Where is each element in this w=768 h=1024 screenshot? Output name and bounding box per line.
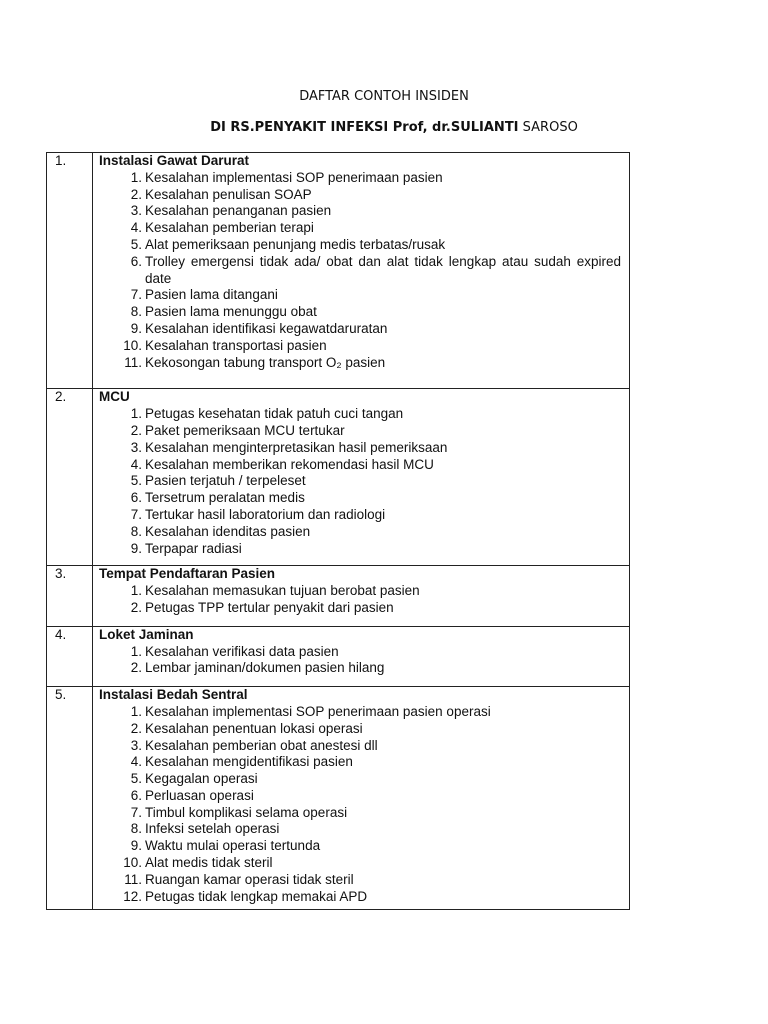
item-text: Kesalahan idenditas pasien — [145, 523, 311, 539]
item-number: 5. — [130, 236, 142, 252]
item-number: 7. — [130, 804, 142, 820]
item-text: Kesalahan memasukan tujuan berobat pasien — [145, 583, 420, 599]
item-number: 12. — [123, 888, 142, 904]
list-item — [99, 457, 621, 474]
item-number: 7. — [130, 287, 142, 303]
list-item — [99, 524, 621, 541]
list-item — [99, 507, 621, 524]
item-number: 9. — [130, 320, 142, 336]
item-number: 9. — [130, 838, 142, 854]
item-text: Kesalahan penanganan pasien — [145, 203, 332, 219]
list-item — [99, 644, 621, 661]
table-row — [47, 687, 630, 910]
section-title: Instalasi Gawat Darurat — [99, 153, 250, 168]
item-number: 6. — [130, 253, 142, 269]
item-number: 5. — [130, 771, 142, 787]
item-text: Alat pemeriksaan penunjang medis terbatas/rusak — [145, 236, 446, 252]
table-row — [47, 153, 630, 389]
document-header — [0, 88, 768, 137]
item-text: Kesalahan menginterpretasikan hasil pemeriksaan — [145, 439, 448, 455]
item-number: 8. — [130, 523, 142, 539]
item-number: 4. — [130, 456, 142, 472]
item-number: 2. — [130, 660, 142, 676]
list-item — [99, 821, 621, 838]
item-text: Trolley emergensi tidak ada/ obat dan alat tidak lengkap atau sudah expired date — [145, 253, 621, 286]
item-text: Kekosongan tabung transport O₂ pasien — [145, 354, 386, 370]
list-item — [99, 660, 621, 677]
item-list — [99, 644, 621, 678]
item-text: Kesalahan transportasi pasien — [145, 337, 327, 353]
item-text: Kesalahan penulisan SOAP — [145, 186, 312, 202]
section-number: 4. — [47, 626, 93, 686]
table-row — [47, 389, 630, 566]
list-item — [99, 187, 621, 204]
incident-table — [46, 152, 630, 910]
list-item — [99, 321, 621, 338]
section-number: 3. — [47, 566, 93, 626]
item-number: 4. — [130, 754, 142, 770]
list-item — [99, 754, 621, 771]
item-number: 3. — [130, 439, 142, 455]
item-text: Perluasan operasi — [145, 787, 254, 803]
document-subtitle-normal: SAROSO — [518, 120, 578, 135]
item-number: 10. — [123, 855, 142, 871]
list-item — [99, 855, 621, 872]
item-text: Kesalahan penentuan lokasi operasi — [145, 720, 363, 736]
section-content — [93, 566, 630, 626]
list-item — [99, 788, 621, 805]
item-number: 9. — [130, 540, 142, 556]
item-text: Alat medis tidak steril — [145, 855, 273, 871]
list-item — [99, 738, 621, 755]
item-number: 7. — [130, 506, 142, 522]
item-text: Pasien terjatuh / terpeleset — [145, 473, 306, 489]
item-text: Kesalahan pemberian terapi — [145, 220, 314, 236]
item-number: 11. — [124, 871, 142, 887]
item-text: Pasien lama ditangani — [145, 287, 278, 303]
item-number: 11. — [124, 354, 142, 370]
item-list — [99, 406, 621, 557]
list-item — [99, 838, 621, 855]
item-text: Kesalahan identifikasi kegawatdaruratan — [145, 320, 388, 336]
item-text: Kesalahan verifikasi data pasien — [145, 643, 339, 659]
item-text: Waktu mulai operasi tertunda — [145, 838, 321, 854]
list-item — [99, 203, 621, 220]
list-item — [99, 805, 621, 822]
list-item — [99, 254, 621, 288]
item-number: 3. — [130, 203, 142, 219]
item-text: Terpapar radiasi — [145, 540, 242, 556]
item-number: 6. — [130, 787, 142, 803]
document-title: DAFTAR CONTOH INSIDEN — [299, 89, 469, 104]
list-item — [99, 490, 621, 507]
list-item — [99, 771, 621, 788]
item-number: 2. — [130, 720, 142, 736]
list-item — [99, 220, 621, 237]
list-item — [99, 170, 621, 187]
item-text: Timbul komplikasi selama operasi — [145, 804, 348, 820]
item-text: Kesalahan pemberian obat anestesi dll — [145, 737, 378, 753]
item-text: Lembar jaminan/dokumen pasien hilang — [145, 660, 385, 676]
item-number: 10. — [123, 337, 142, 353]
item-text: Kesalahan implementasi SOP penerimaan pasien operasi — [145, 703, 491, 719]
table-row — [47, 626, 630, 686]
section-number: 1. — [47, 153, 93, 389]
section-content — [93, 687, 630, 910]
list-item — [99, 440, 621, 457]
item-number: 3. — [130, 737, 142, 753]
list-item — [99, 237, 621, 254]
item-list — [99, 704, 621, 906]
list-item — [99, 583, 621, 600]
list-item — [99, 304, 621, 321]
item-text: Kesalahan mengidentifikasi pasien — [145, 754, 353, 770]
item-text: Kesalahan implementasi SOP penerimaan pasien — [145, 169, 443, 185]
section-content — [93, 389, 630, 566]
list-item — [99, 721, 621, 738]
item-number: 1. — [130, 169, 142, 185]
item-number: 6. — [130, 490, 142, 506]
item-text: Kegagalan operasi — [145, 771, 258, 787]
list-item — [99, 406, 621, 423]
section-title: MCU — [99, 389, 130, 405]
item-text: Kesalahan memberikan rekomendasi hasil MCU — [145, 456, 434, 472]
section-number: 5. — [47, 687, 93, 910]
document-subtitle-bold: DI RS.PENYAKIT INFEKSI Prof, dr.SULIANTI — [210, 120, 519, 135]
item-text: Petugas kesehatan tidak patuh cuci tangan — [145, 406, 404, 422]
item-text: Ruangan kamar operasi tidak steril — [145, 871, 354, 887]
item-number: 1. — [130, 643, 142, 659]
item-text: Petugas tidak lengkap memakai APD — [145, 888, 368, 904]
document-subtitle — [20, 119, 768, 137]
section-title: Tempat Pendaftaran Pasien — [99, 566, 276, 582]
list-item — [99, 541, 621, 558]
item-text: Infeksi setelah operasi — [145, 821, 280, 837]
list-item — [99, 872, 621, 889]
item-text: Tertukar hasil laboratorium dan radiologi — [145, 506, 386, 522]
item-text: Paket pemeriksaan MCU tertukar — [145, 422, 345, 438]
list-item — [99, 287, 621, 304]
item-number: 5. — [130, 473, 142, 489]
section-title: Loket Jaminan — [99, 626, 194, 642]
section-content — [93, 626, 630, 686]
list-item — [99, 704, 621, 721]
item-text: Petugas TPP tertular penyakit dari pasien — [145, 599, 394, 615]
item-number: 2. — [130, 599, 142, 615]
item-text: Tersetrum peralatan medis — [145, 490, 305, 506]
item-list — [99, 170, 621, 372]
item-number: 4. — [130, 220, 142, 236]
list-item — [99, 600, 621, 617]
item-number: 8. — [130, 304, 142, 320]
item-number: 2. — [130, 186, 142, 202]
list-item — [99, 338, 621, 355]
list-item — [99, 473, 621, 490]
list-item — [99, 889, 621, 906]
item-number: 8. — [130, 821, 142, 837]
section-number: 2. — [47, 389, 93, 566]
section-content — [93, 153, 630, 389]
item-number: 1. — [130, 703, 142, 719]
list-item — [99, 355, 621, 372]
item-text: Pasien lama menunggu obat — [145, 304, 317, 320]
item-number: 1. — [130, 583, 142, 599]
item-list — [99, 583, 621, 617]
item-number: 2. — [130, 422, 142, 438]
table-row — [47, 566, 630, 626]
section-title: Instalasi Bedah Sentral — [99, 687, 248, 703]
item-number: 1. — [130, 406, 142, 422]
list-item — [99, 423, 621, 440]
